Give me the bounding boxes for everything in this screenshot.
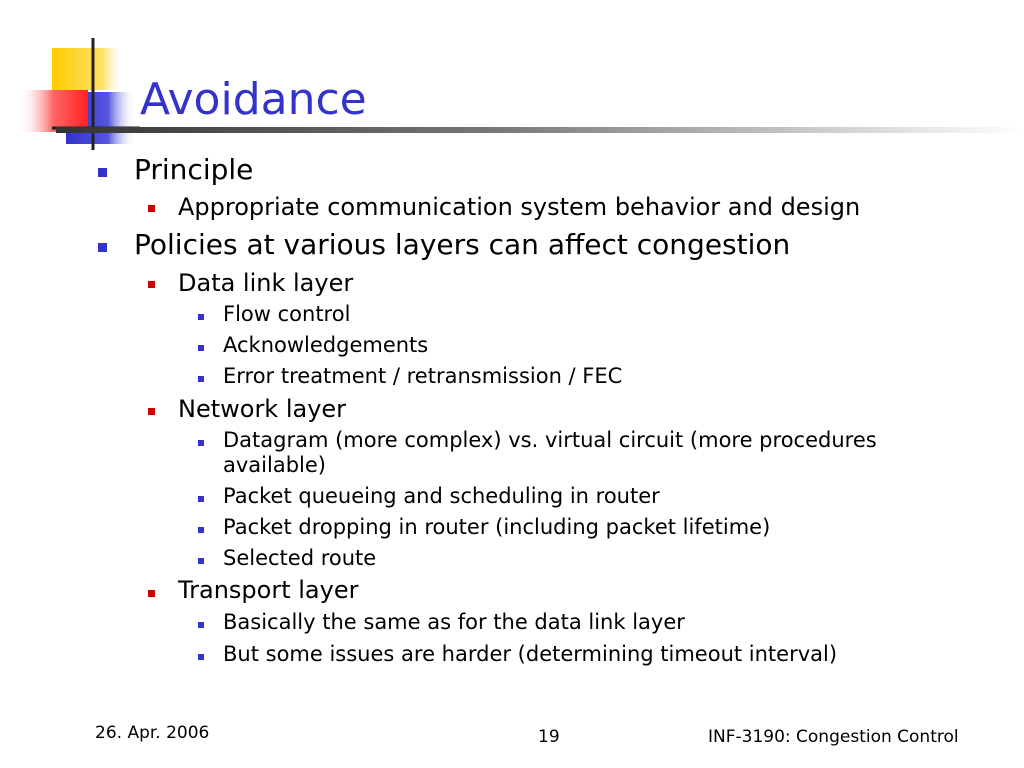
title-underline <box>56 127 1024 133</box>
square-bullet-icon <box>148 281 155 288</box>
bullet-text: Selected route <box>223 546 377 570</box>
bullet-text: Principle <box>134 153 254 186</box>
square-bullet-icon <box>198 376 204 382</box>
footer-course: INF-3190: Congestion Control <box>708 727 959 747</box>
bullet-text: Error treatment / retransmission / FEC <box>223 364 623 388</box>
bullet-text: Data link layer <box>178 269 354 297</box>
bullet-text: But some issues are harder (determining timeout interval) <box>223 642 838 666</box>
square-bullet-icon <box>148 590 155 597</box>
square-bullet-icon <box>98 168 107 177</box>
bullet-text: Packet dropping in router (including packet lifetime) <box>223 515 771 539</box>
footer-page-number: 19 <box>538 727 560 747</box>
square-bullet-icon <box>198 654 204 660</box>
square-bullet-icon <box>198 314 204 320</box>
square-bullet-icon <box>198 345 204 351</box>
logo-red-square <box>18 90 88 132</box>
square-bullet-icon <box>198 496 204 502</box>
bullet-text: Flow control <box>223 302 351 326</box>
square-bullet-icon <box>148 408 155 415</box>
bullet-text-line2: available) <box>223 453 326 477</box>
bullet-text: Basically the same as for the data link layer <box>223 610 685 634</box>
square-bullet-icon <box>198 558 204 564</box>
footer-date: 26. Apr. 2006 <box>95 723 210 743</box>
bullet-text: Policies at various layers can affect congestion <box>134 228 791 261</box>
square-bullet-icon <box>98 243 107 252</box>
square-bullet-icon <box>198 527 204 533</box>
bullet-text: Transport layer <box>178 576 359 604</box>
logo-yellow-square <box>52 48 124 90</box>
square-bullet-icon <box>198 440 204 446</box>
slide-logo <box>0 0 140 160</box>
bullet-text: Appropriate communication system behavior and design <box>178 193 861 221</box>
bullet-text: Packet queueing and scheduling in router <box>223 484 660 508</box>
slide-title: Avoidance <box>140 74 367 125</box>
bullet-text-line1: Datagram (more complex) vs. virtual circuit (more procedures <box>223 428 877 452</box>
square-bullet-icon <box>148 205 155 212</box>
bullet-text: Acknowledgements <box>223 333 429 357</box>
square-bullet-icon <box>198 622 204 628</box>
bullet-text: Network layer <box>178 395 347 423</box>
